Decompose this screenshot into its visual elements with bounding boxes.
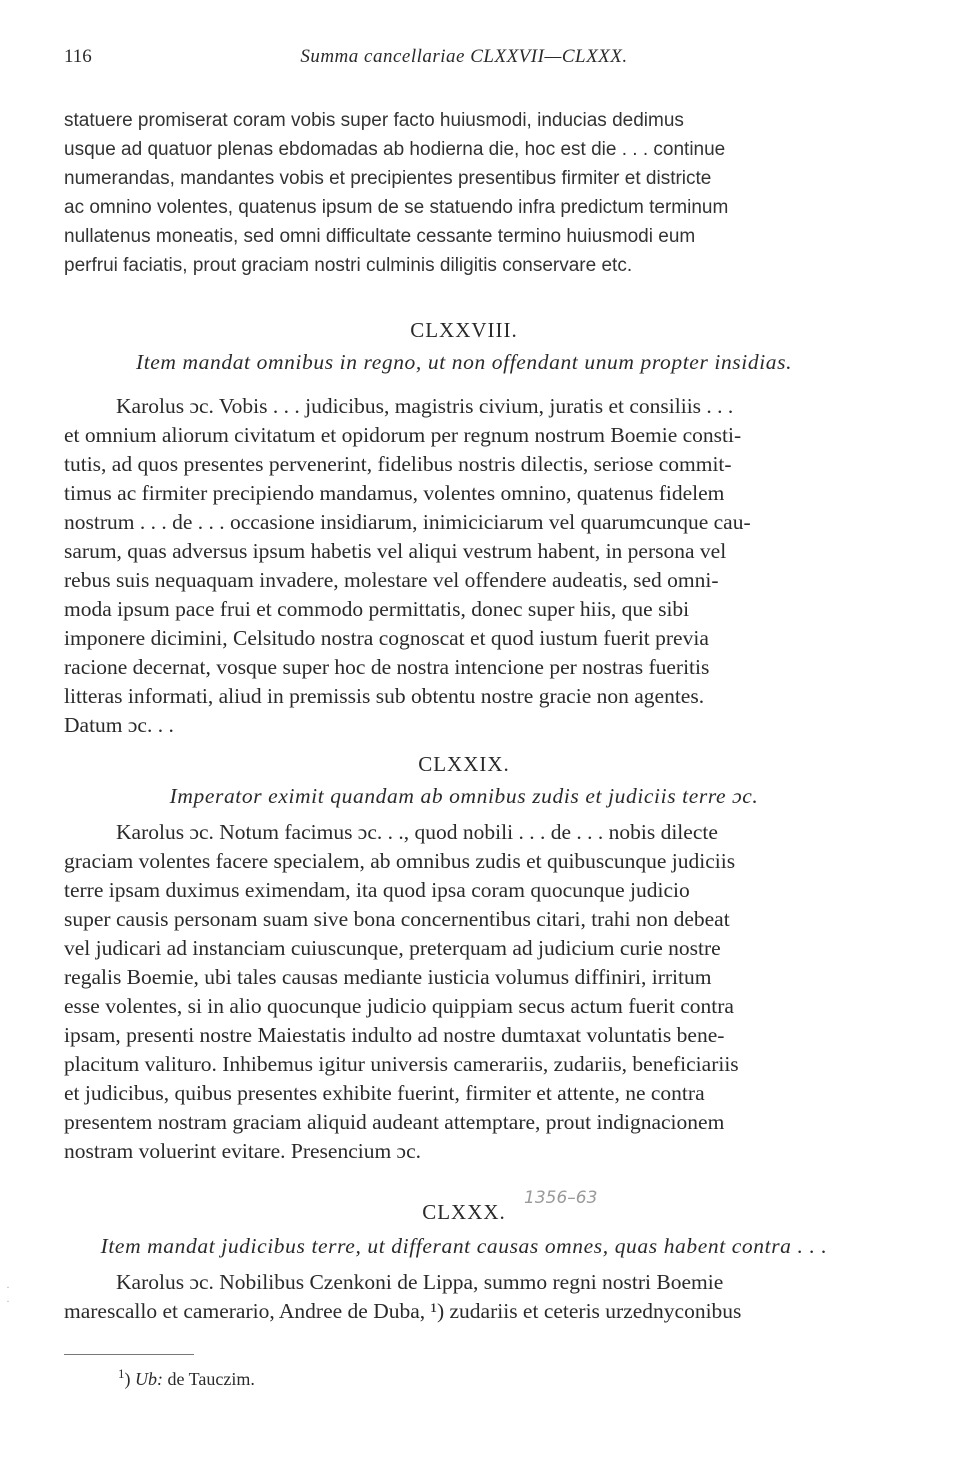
text-line: ac omnino volentes, quatenus ipsum de se statuendo infra predictum terminum xyxy=(64,197,729,218)
handwritten-date-note: 1356–63 xyxy=(524,1188,598,1208)
text-line: Datum ɔc. . . xyxy=(64,713,174,737)
text-line: timus ac firmiter precipiendo mandamus, volentes omnino, quatenus fidelem xyxy=(64,481,725,505)
text-line: litteras informati, aliud in premissis sub obtentu nostre gracie non agentes. xyxy=(64,684,705,708)
text-line: sarum, quas adversus ipsum habetis vel aliqui vestrum habent, in persona vel xyxy=(64,539,727,563)
text-line: vel judicari ad instanciam cuiuscunque, preterquam ad judicium curie nostre xyxy=(64,936,721,960)
text-line: nostram voluerint evitare. Presencium ɔc. xyxy=(64,1139,422,1163)
running-head xyxy=(64,46,864,74)
text-line: Karolus ɔc. Notum facimus ɔc. . ., quod nobili . . . de . . . nobis dilecte xyxy=(116,820,718,844)
text-line: usque ad quatuor plenas ebdomadas ab hodierna die, hoc est die . . . continue xyxy=(64,139,726,160)
text-line: nostrum . . . de . . . occasione insidiarum, inimiciciarum vel quarumcunque cau- xyxy=(64,510,751,534)
margin-mark: · · xyxy=(6,1280,10,1308)
section-number: CLXXX. xyxy=(422,1200,506,1224)
text-line: et omnium aliorum civitatum et opidorum per regnum nostrum Boemie consti- xyxy=(64,423,742,447)
footnote-sigle: Ub: xyxy=(135,1369,163,1389)
text-line: esse volentes, si in alio quocunque judicio quippiam secus actum fuerit contra xyxy=(64,994,734,1018)
text-line: perfrui faciatis, prout graciam nostri culminis diligitis conservare etc. xyxy=(64,255,633,276)
continuation-paragraph xyxy=(64,106,864,280)
section-rubric: Imperator eximit quandam ab omnibus zudis et judiciis terre ɔc. xyxy=(169,784,759,808)
section-rubric: Item mandat judicibus terre, ut differant causas omnes, quas habent contra . . . xyxy=(100,1234,828,1258)
text-line: statuere promiserat coram vobis super facto huiusmodi, inducias dedimus xyxy=(64,110,684,131)
text-line: imponere dicimini, Celsitudo nostra cognoscat et quod iustum fuerit previa xyxy=(64,626,709,650)
section-rubric: Item mandat omnibus in regno, ut non offendant unum propter insidias. xyxy=(135,350,793,374)
text-line: tutis, ad quos presentes pervenerint, fidelibus nostris dilectis, seriose commit- xyxy=(64,452,732,476)
text-line: rebus suis nequaquam invadere, molestare vel offendere audeatis, sed omni- xyxy=(64,568,719,592)
section-body xyxy=(64,392,864,740)
text-line: numerandas, mandantes vobis et precipientes presentibus firmiter et districte xyxy=(64,168,712,189)
section-number: CLXXIX. xyxy=(418,752,510,776)
section-body xyxy=(64,818,864,1166)
text-line: super causis personam suam sive bona concernentibus citari, trahi non debeat xyxy=(64,907,730,931)
text-line: regalis Boemie, ubi tales causas mediante iusticia volumus diffiniri, irritum xyxy=(64,965,712,989)
text-line: marescallo et camerario, Andree de Duba, ¹) zudariis et ceteris urzednyconibus xyxy=(64,1299,742,1323)
footnote-mark: 1 xyxy=(118,1366,125,1381)
text-line: racione decernat, vosque super hoc de nostra intencione per nostras fueritis xyxy=(64,655,710,679)
text-line: terre ipsam duximus eximendam, ita quod ipsa coram quocunque judicio xyxy=(64,878,690,902)
text-line: moda ipsum pace frui et commodo permittatis, donec super hiis, que sibi xyxy=(64,597,690,621)
text-line: nullatenus moneatis, sed omni difficultate cessante termino huiusmodi eum xyxy=(64,226,696,247)
footnote: $^1$) Ub: de Tauczim. xyxy=(118,1366,255,1389)
text-line: ipsam, presenti nostre Maiestatis indulto ad nostre dumtaxat voluntatis bene- xyxy=(64,1023,725,1047)
section-number: CLXXVIII. xyxy=(410,318,518,342)
footnote-text: de Tauczim. xyxy=(167,1369,255,1389)
text-line: et judicibus, quibus presentes exhibite fuerint, firmiter et attente, ne contra xyxy=(64,1081,705,1105)
text-line: Karolus ɔc. Nobilibus Czenkoni de Lippa, summo regni nostri Boemie xyxy=(116,1270,724,1294)
text-line: placitum valituro. Inhibemus igitur universis camerariis, zudariis, beneficiariis xyxy=(64,1052,739,1076)
text-line: Karolus ɔc. Vobis . . . judicibus, magistris civium, juratis et consiliis . . . xyxy=(116,394,734,418)
text-line: graciam volentes facere specialem, ab omnibus zudis et quibuscunque judiciis xyxy=(64,849,736,873)
page-number: 116 xyxy=(64,46,92,67)
footnote-rule xyxy=(64,1354,194,1355)
section-body xyxy=(64,1268,864,1326)
running-title: Summa cancellariae CLXXVII—CLXXX. xyxy=(300,46,628,67)
text-line: presentem nostram graciam aliquid audeant attemptare, prout indignacionem xyxy=(64,1110,725,1134)
